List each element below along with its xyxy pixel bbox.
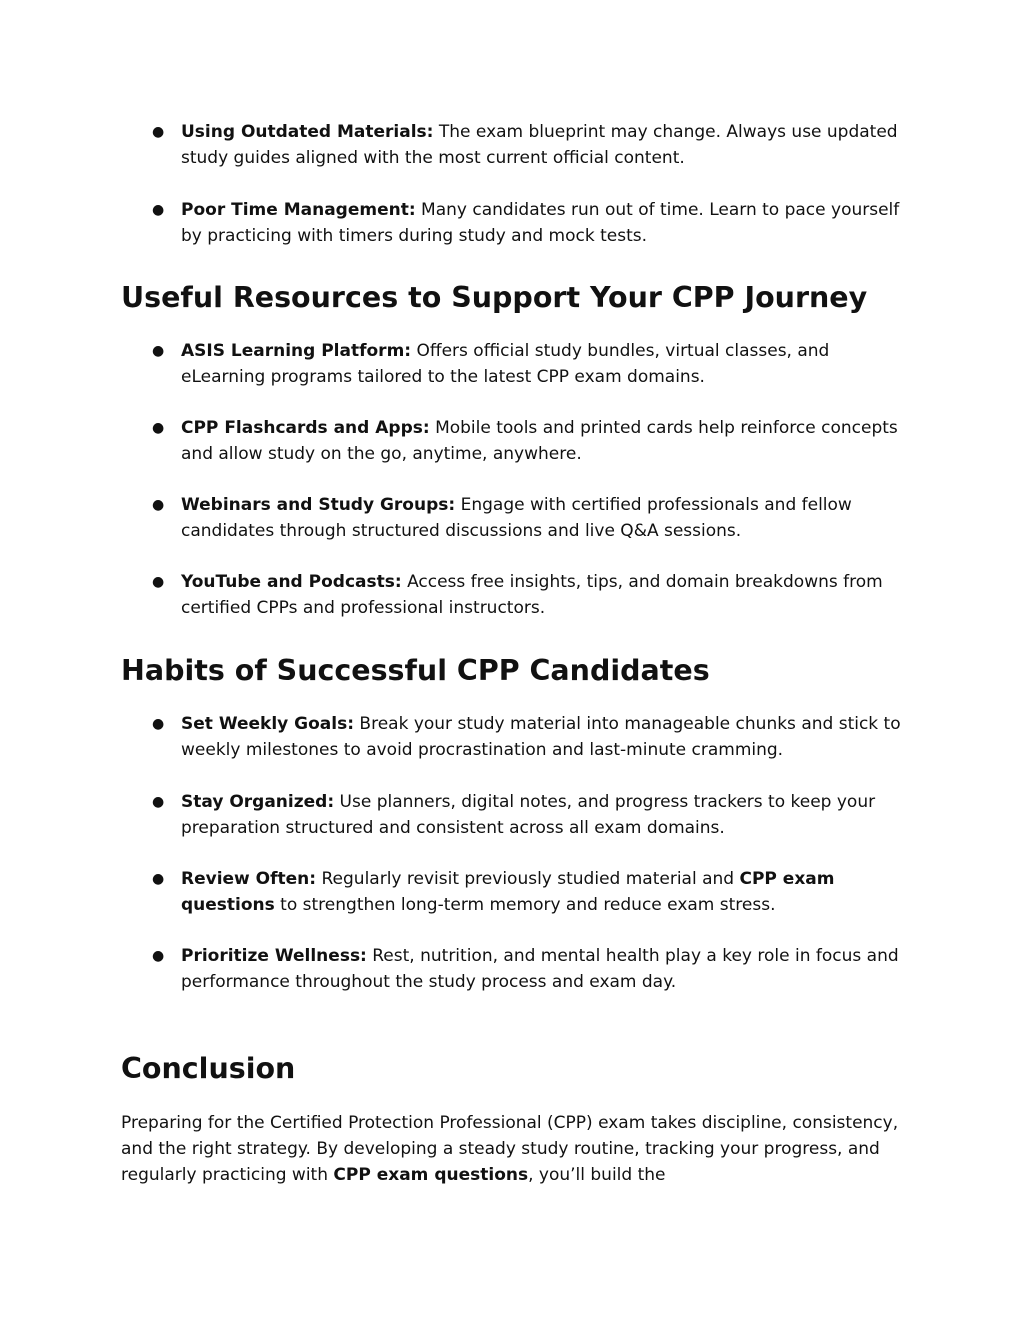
- item-title: Using Outdated Materials:: [181, 122, 434, 142]
- item-title: Review Often:: [181, 869, 317, 889]
- conclusion-paragraph: [121, 1110, 911, 1188]
- item-text: Regularly revisit previously studied material and: [316, 869, 740, 889]
- bullet-icon: ●: [152, 794, 165, 810]
- item-link-text: CPP exam questions: [181, 869, 835, 915]
- item-text: Mobile tools and printed cards help reinforce concepts and allow study on the go, anytime, anywhere.: [181, 418, 898, 464]
- item-title: Webinars and Study Groups:: [181, 495, 456, 515]
- conclusion-text-end: , you’ll build the: [528, 1165, 666, 1185]
- item-title: ASIS Learning Platform:: [181, 341, 412, 361]
- bullet-icon: ●: [152, 343, 165, 359]
- bullet-icon: ●: [152, 871, 165, 887]
- bullet-icon: ●: [152, 574, 165, 590]
- item-text: Offers official study bundles, virtual classes, and eLearning programs tailored to the latest CPP exam domains.: [181, 341, 830, 387]
- list-item: [0, 866, 901, 918]
- item-text: Break your study material into manageable chunks and stick to weekly milestones to avoid procrastination and last-minute cramming.: [181, 714, 901, 760]
- item-title: Stay Organized:: [181, 792, 335, 812]
- bullet-icon: ●: [152, 716, 165, 732]
- item-title: YouTube and Podcasts:: [181, 572, 402, 592]
- resources-list: [0, 338, 1024, 621]
- list-item: [0, 338, 901, 390]
- habits-heading: Habits of Successful CPP Candidates: [121, 654, 710, 687]
- resources-heading: Useful Resources to Support Your CPP Journey: [121, 281, 868, 314]
- item-text: Engage with certified professionals and fellow candidates through structured discussions and live Q&A sessions.: [181, 495, 852, 541]
- bullet-icon: ●: [152, 124, 165, 140]
- conclusion-bold-text: CPP exam questions: [333, 1165, 529, 1185]
- list-item: [0, 943, 901, 995]
- list-item: [0, 492, 901, 544]
- list-item: [0, 569, 901, 621]
- conclusion-heading: Conclusion: [121, 1052, 296, 1085]
- item-text: Many candidates run out of time. Learn to pace yourself by practicing with timers during study and mock tests.: [181, 200, 900, 246]
- list-item: [0, 197, 901, 249]
- list-item: [0, 415, 901, 467]
- item-text: Rest, nutrition, and mental health play a key role in focus and performance throughout the study process and exam day.: [181, 946, 899, 992]
- list-item: [0, 711, 901, 763]
- habits-list: [0, 711, 1024, 995]
- item-title: Poor Time Management:: [181, 200, 416, 220]
- item-text: The exam blueprint may change. Always use updated study guides aligned with the most current official content.: [181, 122, 898, 168]
- item-text-end: to strengthen long-term memory and reduce exam stress.: [274, 895, 776, 915]
- item-text: Access free insights, tips, and domain breakdowns from certified CPPs and professional instructors.: [181, 572, 883, 618]
- bullet-icon: ●: [152, 202, 165, 218]
- list-item: [0, 789, 901, 841]
- conclusion-text: Preparing for the Certified Protection Professional (CPP) exam takes discipline, consistency, and the right strategy. By developing a steady study routine, tracking your progress, and regularly practicing with: [121, 1113, 899, 1185]
- item-title: Set Weekly Goals:: [181, 714, 355, 734]
- bullet-icon: ●: [152, 948, 165, 964]
- list-item: [0, 119, 901, 171]
- mistakes-list: [0, 119, 1024, 249]
- item-title: Prioritize Wellness:: [181, 946, 367, 966]
- bullet-icon: ●: [152, 420, 165, 436]
- bullet-icon: ●: [152, 497, 165, 513]
- item-text: Use planners, digital notes, and progress trackers to keep your preparation structured and consistent across all exam domains.: [181, 792, 876, 838]
- item-title: CPP Flashcards and Apps:: [181, 418, 430, 438]
